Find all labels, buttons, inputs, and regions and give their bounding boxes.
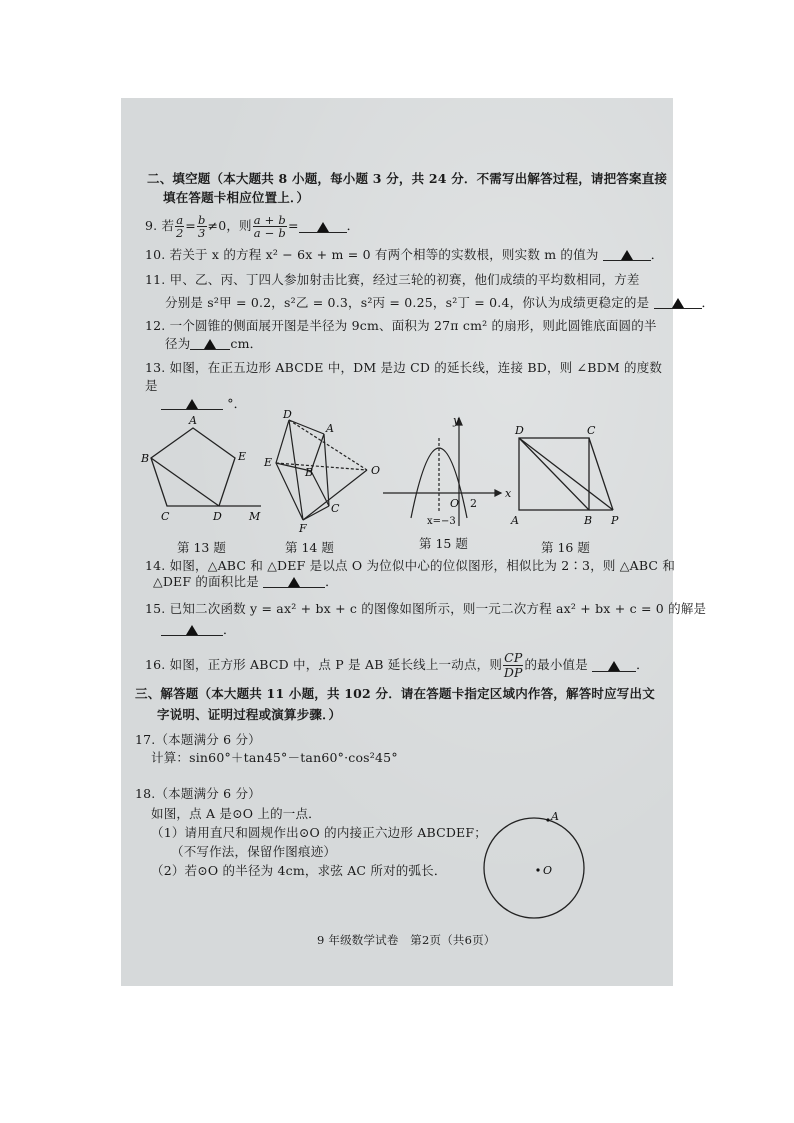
label: P (611, 514, 619, 527)
figure-13-caption: 第 13 题 (177, 540, 226, 555)
page-footer: 9 年级数学试卷 第2页（共6页） (317, 933, 496, 947)
q18-part1-note: （不写作法，保留作图痕迹） (171, 844, 337, 859)
section3-heading: 三、解答题（本大题共 11 小题，共 102 分．请在答题卡指定区域内作答，解答时应写出文 (135, 686, 655, 701)
segment-db (519, 438, 589, 510)
figure-16-labels (510, 424, 619, 527)
figure-15-parabola (383, 418, 501, 526)
q9-pre: 若 (161, 218, 175, 233)
label: C (587, 424, 596, 437)
q9-eq2: ≠0，则 (207, 218, 252, 233)
q13-line3-post: °． (227, 396, 247, 411)
q14-line2 (153, 574, 338, 590)
segment-dp (519, 438, 613, 510)
q9-eq1: = (185, 218, 196, 233)
answer-triangle-icon (608, 661, 620, 671)
answer-triangle-icon (186, 625, 198, 635)
q11-answer-blank[interactable] (654, 296, 702, 309)
q12-line2-pre: 径为 (165, 336, 191, 351)
q18-title: 18.（本题满分 6 分） (135, 786, 261, 801)
label: A (551, 810, 559, 823)
figure-16-caption: 第 16 题 (541, 540, 590, 555)
q9-frac-b: $\frac{b}{3}$ (197, 212, 206, 240)
segment-bd (151, 458, 219, 506)
section2-heading-cont: 填在答题卡相应位置上．） (163, 190, 310, 205)
x-axis-arrow (495, 490, 501, 496)
q14-line2-pre: △DEF 的面积比是 (153, 574, 259, 589)
q9-post: = (287, 218, 299, 233)
label: A (326, 422, 334, 435)
label: C (161, 510, 170, 523)
q12-answer-blank[interactable] (190, 337, 230, 350)
figure-16-square (519, 438, 613, 510)
label: M (249, 510, 261, 523)
q11-end: ． (701, 295, 715, 310)
point-a (546, 818, 549, 821)
label: C (331, 502, 340, 515)
q13-line1: 13. 如图，在正五边形 ABCDE 中，DM 是边 CD 的延长线，连接 BD，则 ∠BDM 的度数 (145, 360, 663, 375)
q16-post: 的最小值是 (524, 657, 588, 672)
q16-pre: 16. 如图，正方形 ABCD 中，点 P 是 AB 延长线上一动点，则 (145, 657, 503, 672)
q16-answer-blank[interactable] (592, 659, 636, 672)
q15-line2 (161, 622, 236, 638)
label: E (238, 450, 247, 463)
q10-answer-blank[interactable] (603, 248, 651, 261)
q10-text: 10. 若关于 x 的方程 x² − 6x + m = 0 有两个相等的实数根，则实数 m 的值为 (145, 247, 599, 262)
label: y (453, 414, 460, 427)
figure-13-pentagon (151, 428, 261, 506)
question-10 (145, 247, 663, 263)
q10-end: ． (650, 247, 664, 262)
segment-cp (589, 438, 613, 510)
figures-row (121, 408, 673, 558)
figure-15-labels (427, 414, 512, 527)
label: A (511, 514, 519, 527)
label: O (371, 464, 381, 477)
label: O (543, 864, 553, 877)
label: D (283, 408, 292, 421)
figure-14-homothety (276, 420, 367, 520)
answer-triangle-icon (204, 339, 216, 349)
q11-line1: 11. 甲、乙、丙、丁四人参加射击比赛，经过三轮的初赛，他们成绩的平均数相同，方差 (145, 272, 640, 287)
label: O (450, 497, 460, 510)
q11-line2-wrap (165, 295, 714, 311)
answer-triangle-icon (672, 298, 684, 308)
figure-14-caption: 第 14 题 (285, 540, 334, 555)
q14-end: ． (325, 574, 338, 589)
q18-intro: 如图，点 A 是⊙O 上的一点． (151, 806, 321, 821)
q9-answer-blank[interactable] (299, 220, 347, 233)
label: A (189, 414, 197, 427)
section2-heading: 二、填空题（本大题共 8 小题，每小题 3 分，共 24 分．不需写出解答过程，请把答案直接 (147, 171, 668, 186)
section3-heading-cont: 字说明、证明过程或演算步骤．） (157, 707, 342, 722)
q14-answer-blank[interactable] (263, 575, 325, 588)
label: F (299, 522, 307, 535)
label: D (515, 424, 524, 437)
q15-end: ． (223, 622, 236, 637)
label: 2 (470, 497, 477, 510)
q16-numerator: CP (504, 649, 523, 665)
answer-triangle-icon (621, 250, 633, 260)
label: x (505, 487, 512, 500)
q18-part2: （2）若⊙O 的半径为 4cm，求弦 AC 所对的弧长． (151, 863, 447, 878)
q9-number: 9. (145, 218, 158, 233)
q18-circle-figure (487, 812, 587, 922)
q17-body: 计算：sin60°＋tan45°－tan60°·cos²45° (151, 750, 398, 765)
label: B (141, 452, 150, 465)
q12-line2 (165, 336, 262, 352)
q12-line1: 12. 一个圆锥的侧面展开图是半径为 9cm、面积为 27π cm² 的扇形，则此圆锥底面圆的半 (145, 318, 657, 333)
q15-line1: 15. 已知二次函数 y = ax² + bx + c 的图像如图所示，则一元二次方程 ax² + bx + c = 0 的解是 (145, 601, 707, 616)
question-16 (145, 648, 649, 682)
q13-line2: 是 (145, 378, 158, 393)
q16-fraction (503, 651, 523, 680)
question-9 (145, 212, 359, 240)
center-point (536, 868, 539, 871)
q14-line1: 14. 如图，△ABC 和 △DEF 是以点 O 为位似中心的位似图形，相似比为 2∶3，则 △ABC 和 (145, 558, 676, 573)
label: x=−3 (427, 516, 456, 527)
answer-triangle-icon (317, 222, 329, 232)
label: B (584, 514, 593, 527)
label: D (213, 510, 222, 523)
q9-frac-a: $\frac{a}{2}$ (175, 212, 184, 240)
q9-frac-main: $\frac{a + b}{a - b}$ (253, 212, 286, 240)
q16-denominator: DP (503, 664, 523, 680)
q12-line2-post: cm． (230, 336, 263, 351)
q17-title: 17.（本题满分 6 分） (135, 732, 261, 747)
exam-page (121, 98, 715, 986)
q9-end: ． (346, 218, 360, 233)
q16-end: ． (636, 657, 649, 672)
q15-answer-blank[interactable] (161, 623, 223, 636)
label: E (264, 456, 273, 469)
triangle-abc (311, 434, 329, 506)
label: B (305, 466, 314, 479)
figure-15-caption: 第 15 题 (419, 536, 468, 551)
triangle-def (276, 420, 303, 520)
answer-triangle-icon (288, 577, 300, 587)
q18-part1: （1）请用直尺和圆规作出⊙O 的内接正六边形 ABCDEF； (151, 825, 487, 840)
segment-fc (303, 506, 329, 520)
circle-o (484, 818, 584, 918)
q11-line2: 分别是 s²甲 = 0.2，s²乙 = 0.3，s²丙 = 0.25，s²丁 = 0.4，你认为成绩更稳定的是 (165, 295, 650, 310)
